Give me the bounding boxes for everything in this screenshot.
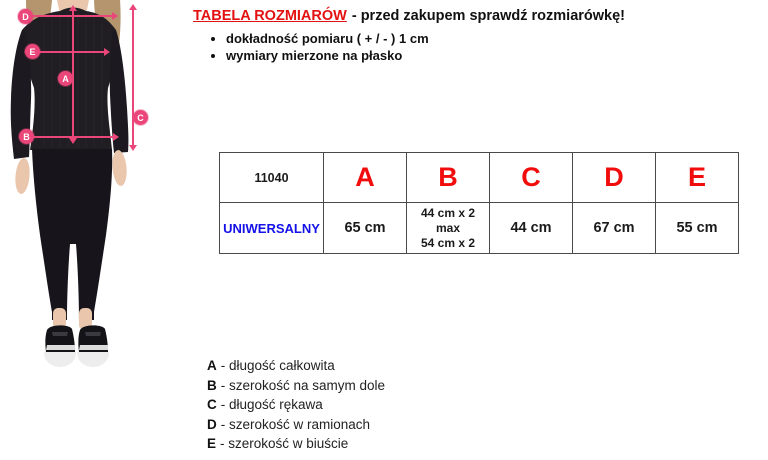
- legend-text: - długość rękawa: [220, 397, 323, 413]
- legend-item-e: [207, 434, 385, 454]
- legend-item-a: [207, 356, 385, 376]
- value-cell-c: 44 cm: [490, 203, 573, 254]
- size-name-cell: UNIWERSALNY: [220, 203, 324, 254]
- value-line: 44 cm x 2: [420, 205, 476, 220]
- legend-letter: D: [207, 416, 217, 432]
- legend-text: - długość całkowita: [220, 358, 335, 373]
- size-guide-model-photo: [0, 0, 190, 372]
- legend-letter: B: [207, 377, 217, 393]
- measurement-line-e: [29, 51, 105, 53]
- page-title: [193, 8, 753, 24]
- value-line: 54 cm x 2: [420, 235, 476, 250]
- value-cell-d: 67 cm: [573, 203, 656, 254]
- measurement-line-d: [23, 15, 113, 17]
- legend-text: - szerokość na samym dole: [220, 377, 386, 393]
- measurement-marker-b: B: [19, 129, 34, 144]
- column-header-d: D: [573, 153, 656, 203]
- legend-item-d: [207, 415, 385, 435]
- measurement-marker-a: A: [58, 71, 73, 86]
- product-code-cell: 11040: [220, 153, 324, 203]
- size-table-subtitle: - przed zakupem sprawdź rozmiarówkę!: [351, 8, 625, 24]
- legend-letter: C: [207, 397, 217, 413]
- column-header-a: A: [324, 153, 407, 203]
- legend-item-b: [207, 376, 385, 396]
- value-cell-a: 65 cm: [324, 203, 407, 254]
- measurement-marker-d: D: [18, 9, 33, 24]
- size-table-data-row: [220, 203, 739, 254]
- note-item: • dokładność pomiaru ( + / - ) 1 cm: [226, 31, 753, 48]
- size-table-title: TABELA ROZMIARÓW: [193, 8, 347, 24]
- size-table-header-row: [220, 153, 739, 203]
- legend-item-c: [207, 395, 385, 415]
- measurement-line-c: [132, 9, 134, 146]
- value-line: max: [435, 220, 461, 235]
- column-header-b: B: [407, 153, 490, 203]
- size-table: [219, 152, 739, 254]
- value-cell-b: [407, 203, 490, 254]
- measurement-marker-e: E: [25, 44, 40, 59]
- value-cell-e: 55 cm: [656, 203, 739, 254]
- note-item: • wymiary mierzone na płasko: [226, 48, 753, 65]
- column-header-e: E: [656, 153, 739, 203]
- legend-letter: E: [207, 436, 217, 452]
- measurement-marker-c: C: [133, 110, 148, 125]
- column-header-c: C: [490, 153, 573, 203]
- legend-letter: A: [207, 358, 217, 373]
- notes-list: [193, 31, 753, 64]
- legend-text: - szerokość w biuście: [220, 436, 349, 452]
- legend-text: - szerokość w ramionach: [220, 416, 371, 432]
- size-guide-header: [193, 8, 753, 64]
- measurement-line-b: [27, 136, 114, 138]
- measurement-legend: [207, 356, 385, 454]
